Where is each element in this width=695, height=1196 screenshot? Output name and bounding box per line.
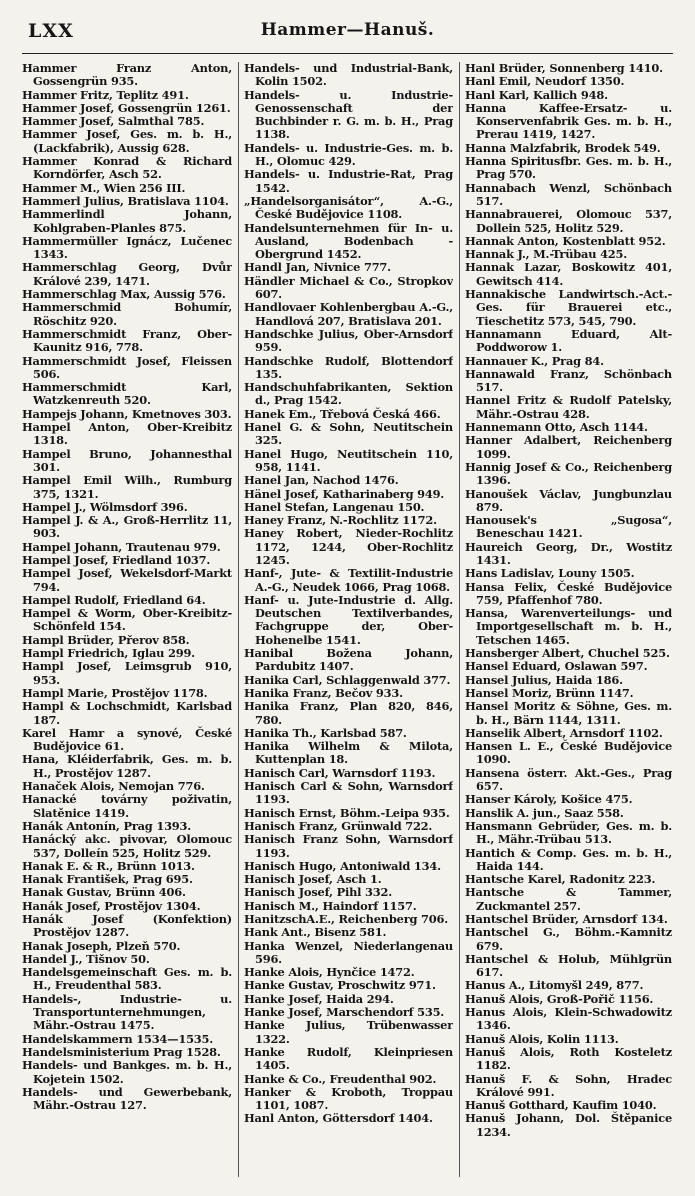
- directory-entry: Hantschel & Holub, Mühlgrün 617.: [465, 951, 672, 980]
- directory-entry: Hanna Spiritusfbr. Ges. m. b. H., Prag 570.: [465, 154, 672, 182]
- directory-entry: Hanna Kaffee-Ersatz- u. Konservenfabrik Ges. m. b. H., Prerau 1419, 1427.: [465, 100, 672, 142]
- directory-entry: Handelsministerium Prag 1528.: [22, 1044, 221, 1059]
- directory-entry: Hammerschmidt Franz, Ober-Kaunitz 916, 778.: [22, 326, 232, 355]
- directory-entry: Hanousek's „Sugosa“, Beneschau 1421.: [465, 513, 672, 541]
- directory-entry: Hanak Joseph, Plzeň 570.: [22, 938, 181, 953]
- directory-entry: Hannauer K., Prag 84.: [465, 353, 604, 368]
- directory-entry: Hannak Anton, Kostenblatt 952.: [465, 233, 666, 248]
- directory-entry: Hans Ladislav, Louny 1505.: [465, 566, 635, 581]
- directory-entry: Hank Ant., Bisenz 581.: [244, 925, 387, 940]
- directory-entry: Hanika Franz, Bečov 933.: [244, 685, 403, 700]
- directory-entry: Hantschel Brüder, Arnsdorf 134.: [465, 912, 668, 926]
- directory-entry: Handelsgemeinschaft Ges. m. b. H., Freudenthal 583.: [22, 965, 232, 993]
- directory-entry: Hammerschlag Georg, Dvůr Králové 239, 1471.: [22, 260, 232, 288]
- page-header: [22, 20, 673, 48]
- directory-entry: Hanke Josef, Marschendorf 535.: [244, 1005, 445, 1020]
- directory-entry: Hanselik Albert, Arnsdorf 1102.: [465, 725, 663, 740]
- page-number: LXX: [28, 20, 74, 42]
- directory-entry: Hanke Josef, Haida 294.: [244, 991, 394, 1006]
- directory-entry: Hanák Josef (Konfektion) Prostějov 1287.: [22, 912, 232, 940]
- directory-entry: Hanek Em., Třebová Česká 466.: [244, 406, 441, 421]
- directory-entry: Hammer Josef, Salmthal 785.: [22, 114, 205, 129]
- directory-entry: Handel J., Tišnov 50.: [22, 951, 150, 966]
- column-divider: [459, 62, 460, 1177]
- directory-entry: Hampl Marie, Prostějov 1178.: [22, 685, 208, 700]
- directory-entry: Hampel Emil Wilh., Rumburg 375, 1321.: [22, 473, 232, 501]
- directory-entry: Handschke Rudolf, Blottendorf 135.: [244, 353, 453, 381]
- directory-entry: Hammer M., Wien 256 III.: [22, 180, 186, 195]
- directory-entry: Hampl Brüder, Přerov 858.: [22, 632, 190, 647]
- directory-entry: Hansmann Gebrüder, Ges. m. b. H., Mähr.-Trübau 513.: [465, 818, 672, 847]
- directory-entry: Hampel Anton, Ober-Kreibitz 1318.: [22, 420, 232, 448]
- directory-entry: Hantsche & Tammer, Zuckmantel 257.: [465, 885, 672, 913]
- directory-entry: Hanoušek Václav, Jungbunzlau 879.: [465, 486, 672, 514]
- directory-entry: Hanisch Hugo, Antoniwald 134.: [244, 858, 441, 873]
- directory-entry: Hanika Th., Karlsbad 587.: [244, 725, 407, 740]
- directory-entry: Hantich & Comp. Ges. m. b. H., Haida 144.: [465, 845, 672, 873]
- directory-entry: Hanker & Kroboth, Troppau 1101, 1087.: [244, 1084, 453, 1113]
- directory-entry: Hanika Carl, Schlaggenwald 377.: [244, 672, 451, 687]
- directory-entry: Hannabrauerei, Olomouc 537, Dollein 525, Holitz 529.: [465, 207, 672, 235]
- directory-entry: Hanisch Josef, Asch 1.: [244, 872, 382, 887]
- directory-entry: Hanslik A. jun., Saaz 558.: [465, 805, 624, 820]
- directory-entry: Hantsche Karel, Radonitz 223.: [465, 872, 656, 887]
- directory-entry: Haney Franz, N.-Rochlitz 1172.: [244, 513, 437, 528]
- column-divider: [238, 62, 239, 1177]
- directory-entry: Karel Hamr a synové, České Budějovice 61.: [22, 725, 232, 754]
- directory-entry: Hanácký akc. pivovar, Olomouc 537, Dolleín 525, Holitz 529.: [22, 832, 232, 860]
- directory-entry: Hanibal Božena Johann, Pardubitz 1407.: [244, 646, 453, 674]
- directory-entry: Hanisch M., Haindorf 1157.: [244, 898, 417, 913]
- directory-entry: Handelskammern 1534—1535.: [22, 1031, 214, 1046]
- directory-entry: Hammer Fritz, Teplitz 491.: [22, 87, 189, 102]
- directory-entry: Hanisch Josef, Pihl 332.: [244, 885, 392, 900]
- directory-entry: Hannakische Landwirtsch.-Act.-Ges. für Brauerei etc., Tieschetitz 573, 545, 790.: [465, 287, 672, 328]
- directory-entry: Hanuš Johann, Dol. Štěpanice 1234.: [465, 1111, 672, 1139]
- directory-entry: Hanaček Alois, Nemojan 776.: [22, 779, 205, 794]
- directory-entry: Handels- u. Industrie-Rat, Prag 1542.: [244, 167, 453, 195]
- directory-entry: Hammerl Julius, Bratislava 1104.: [22, 193, 229, 208]
- directory-entry: Hansa Felix, České Budějovice 759, Pfaffenhof 780.: [465, 579, 672, 607]
- directory-entry: Hannemann Otto, Asch 1144.: [465, 420, 648, 435]
- directory-entry: Hanke Rudolf, Kleinpriesen 1405.: [244, 1044, 453, 1073]
- directory-entry: Hanel Jan, Nachod 1476.: [244, 473, 399, 488]
- header-rule: [22, 53, 673, 54]
- directory-entry: Hampel Josef, Friedland 1037.: [22, 552, 211, 567]
- directory-entry: Hanus Alois, Klein-Schwadowitz 1346.: [465, 1005, 672, 1033]
- directory-entry: Hanisch Franz, Grünwald 722.: [244, 818, 433, 833]
- column-2: [244, 62, 453, 1177]
- directory-entry: Hanke Alois, Hynčice 1472.: [244, 965, 415, 980]
- directory-entry: Hammer Josef, Gossengrün 1261.: [22, 100, 231, 115]
- directory-entry: Hammer Franz Anton, Gossengrün 935.: [22, 62, 232, 89]
- directory-entry: Haureich Georg, Dr., Wostitz 1431.: [465, 539, 672, 567]
- directory-entry: Hannak J., M.-Trübau 425.: [465, 247, 628, 262]
- directory-entry: Hansel Eduard, Oslawan 597.: [465, 659, 648, 674]
- directory-entry: Hammerschmidt Karl, Watzkenreuth 520.: [22, 380, 232, 408]
- directory-entry: Hanák Antonín, Prag 1393.: [22, 818, 192, 833]
- directory-entry: Hanus A., Litomyšl 249, 877.: [465, 978, 644, 993]
- directory-entry: Hampel Johann, Trautenau 979.: [22, 539, 221, 554]
- directory-entry: Handels- und Gewerbebank, Mähr.-Ostrau 127.: [22, 1084, 232, 1113]
- directory-entry: Hammermüller Ignácz, Lučenec 1343.: [22, 233, 232, 262]
- directory-entry: Hannamann Eduard, Alt-Poddworow 1.: [465, 326, 672, 355]
- directory-entry: Haney Robert, Nieder-Rochlitz 1172, 1244, Ober-Rochlitz 1245.: [244, 526, 453, 567]
- directory-entry: Hanke Julius, Trübenwasser 1322.: [244, 1018, 453, 1046]
- directory-entry: Hansen L. E., České Budějovice 1090.: [465, 739, 672, 767]
- directory-entry: Handels-, Industrie- u. Transportunternehmungen, Mähr.-Ostrau 1475.: [22, 991, 232, 1033]
- directory-entry: Hanisch Carl, Warnsdorf 1193.: [244, 765, 436, 780]
- directory-entry: „Handelsorganisátor“, A.-G., České Budějovice 1108.: [244, 193, 453, 222]
- directory-entry: Handschuhfabrikanten, Sektion d., Prag 1542.: [244, 380, 453, 408]
- directory-entry: Hanka Wenzel, Niederlangenau 596.: [244, 938, 453, 966]
- directory-entry: Hansel Moriz, Brünn 1147.: [465, 685, 634, 700]
- directory-entry: Händler Michael & Co., Stropkov 607.: [244, 273, 453, 302]
- directory-entry: Hanacké továrny poživatin, Slatěnice 1419.: [22, 792, 232, 820]
- directory-entry: Hanel Stefan, Langenau 150.: [244, 499, 425, 514]
- directory-entry: Hanl Karl, Kallich 948.: [465, 87, 608, 102]
- column-1: [22, 62, 232, 1177]
- directory-entry: Hanl Anton, Göttersdorf 1404.: [244, 1111, 433, 1126]
- directory-entry: Handlovaer Kohlenbergbau A.-G., Handlová 207, Bratislava 201.: [244, 300, 453, 328]
- directory-entry: Hanl Emil, Neudorf 1350.: [465, 74, 625, 89]
- directory-entry: Hannel Fritz & Rudolf Patelsky, Mähr.-Ostrau 428.: [465, 393, 672, 421]
- directory-entry: Hammerschmid Bohumír, Röschitz 920.: [22, 300, 232, 328]
- directory-entry: Handschke Julius, Ober-Arnsdorf 959.: [244, 326, 453, 355]
- directory-entry: Hanuš Alois, Groß-Pořič 1156.: [465, 991, 654, 1006]
- directory-entry: Hannak Lazar, Boskowitz 401, Gewitsch 414.: [465, 260, 672, 288]
- directory-entry: Hanel Hugo, Neutitschein 110, 958, 1141.: [244, 446, 453, 474]
- directory-entry: Hampel Rudolf, Friedland 64.: [22, 592, 206, 607]
- directory-entry: Hanke Gustav, Proschwitz 971.: [244, 978, 436, 993]
- columns: [22, 62, 672, 1177]
- directory-entry: Hanser Károly, Košice 475.: [465, 792, 633, 807]
- directory-entry: HanitzschA.E., Reichenberg 706.: [244, 912, 448, 926]
- directory-entry: Hampel & Worm, Ober-Kreibitz-Schönfeld 154.: [22, 606, 232, 634]
- directory-entry: Hanf- u. Jute-Industrie d. Allg. Deutschen Textilverbandes, Fachgruppe der, Ober-Hohenelbe 1541.: [244, 592, 453, 647]
- directory-entry: Hanak Gustav, Brünn 406.: [22, 885, 186, 900]
- directory-entry: Hanner Adalbert, Reichenberg 1099.: [465, 433, 672, 461]
- directory-entry: Hammerschlag Max, Aussig 576.: [22, 287, 226, 302]
- directory-entry: Hampl Friedrich, Iglau 299.: [22, 646, 195, 661]
- directory-entry: Hannawald Franz, Schönbach 517.: [465, 366, 672, 395]
- directory-entry: Hanke & Co., Freudenthal 902.: [244, 1071, 437, 1086]
- directory-entry: Hannig Josef & Co., Reichenberg 1396.: [465, 459, 672, 488]
- directory-entry: Hampel Josef, Wekelsdorf-Markt 794.: [22, 566, 232, 594]
- directory-entry: Hanl Brüder, Sonnenberg 1410.: [465, 62, 663, 75]
- column-3: [465, 62, 672, 1177]
- directory-entry: Hansel Moritz & Söhne, Ges. m. b. H., Bärn 1144, 1311.: [465, 699, 672, 727]
- directory-entry: Hanna Malzfabrik, Brodek 549.: [465, 140, 661, 155]
- directory-entry: Hanak E. & R., Brünn 1013.: [22, 858, 195, 873]
- directory-entry: Hampl Josef, Leimsgrub 910, 953.: [22, 659, 232, 687]
- directory-entry: Handelsunternehmen für In- u. Ausland, Bodenbach - Obergrund 1452.: [244, 220, 453, 262]
- directory-entry: Hantschel G., Böhm.-Kamnitz 679.: [465, 925, 672, 953]
- directory-entry: Hampejs Johann, Kmetnoves 303.: [22, 406, 232, 421]
- running-title: Hammer—Hanuš.: [260, 20, 435, 40]
- directory-entry: Hampel Bruno, Johannesthal 301.: [22, 446, 232, 474]
- directory-entry: Hammerlindl Johann, Kohlgraben-Planles 875.: [22, 207, 232, 235]
- directory-entry: Hampl & Lochschmidt, Karlsbad 187.: [22, 699, 232, 727]
- directory-entry: Hana, Kléiderfabrik, Ges. m. b. H., Prostějov 1287.: [22, 752, 232, 780]
- directory-entry: Hampel J., Wölmsdorf 396.: [22, 499, 188, 514]
- directory-entry: Hanf-, Jute- & Textilit-Industrie A.-G., Neudek 1066, Prag 1068.: [244, 566, 453, 594]
- directory-entry: Hammer Josef, Ges. m. b. H., (Lackfabrik), Aussig 628.: [22, 127, 232, 155]
- directory-entry: Hanák Josef, Prostějov 1304.: [22, 898, 201, 913]
- directory-entry: Hanisch Ernst, Böhm.-Leipa 935.: [244, 805, 450, 820]
- directory-entry: Hanuš Alois, Roth Kosteletz 1182.: [465, 1044, 672, 1073]
- directory-entry: Hansberger Albert, Chuchel 525.: [465, 646, 670, 661]
- directory-entry: Hampel J. & A., Groß-Herrlitz 11, 903.: [22, 513, 232, 541]
- directory-entry: Hanuš F. & Sohn, Hradec Králové 991.: [465, 1071, 672, 1099]
- directory-entry: Hansena österr. Akt.-Ges., Prag 657.: [465, 765, 672, 794]
- directory-entry: Hannabach Wenzl, Schönbach 517.: [465, 180, 672, 208]
- directory-entry: Handl Jan, Nivnice 777.: [244, 260, 391, 275]
- directory-entry: Hansa, Warenverteilungs- und Importgesellschaft m. b. H., Tetschen 1465.: [465, 606, 672, 647]
- directory-entry: Handels- u. Industrie-Ges. m. b. H., Olomuc 429.: [244, 140, 453, 169]
- directory-entry: Handels- u. Industrie-Genossenschaft der Buchbinder r. G. m. b. H., Prag 1138.: [244, 87, 453, 142]
- directory-entry: Hanuš Gotthard, Kaufim 1040.: [465, 1098, 657, 1113]
- directory-entry: Hanel G. & Sohn, Neutitschein 325.: [244, 420, 453, 448]
- directory-entry: Hammer Konrad & Richard Korndörfer, Asch 52.: [22, 154, 232, 182]
- directory-entry: Hänel Josef, Katharinaberg 949.: [244, 486, 445, 501]
- directory-entry: Hanuš Alois, Kolin 1113.: [465, 1031, 619, 1046]
- directory-entry: Handels- und Industrial-Bank, Kolin 1502.: [244, 62, 453, 89]
- directory-entry: Hammerschmidt Josef, Fleissen 506.: [22, 353, 232, 381]
- directory-entry: Hanika Wilhelm & Milota, Kuttenplan 18.: [244, 739, 453, 767]
- directory-entry: Hanika Franz, Plan 820, 846, 780.: [244, 699, 453, 727]
- directory-entry: Hanisch Carl & Sohn, Warnsdorf 1193.: [244, 779, 453, 807]
- directory-entry: Hanak František, Prag 695.: [22, 872, 193, 887]
- directory-entry: Hansel Julius, Haida 186.: [465, 672, 623, 687]
- directory-entry: Handels- und Bankges. m. b. H., Kojetein 1502.: [22, 1058, 232, 1086]
- directory-entry: Hanisch Franz Sohn, Warnsdorf 1193.: [244, 832, 453, 860]
